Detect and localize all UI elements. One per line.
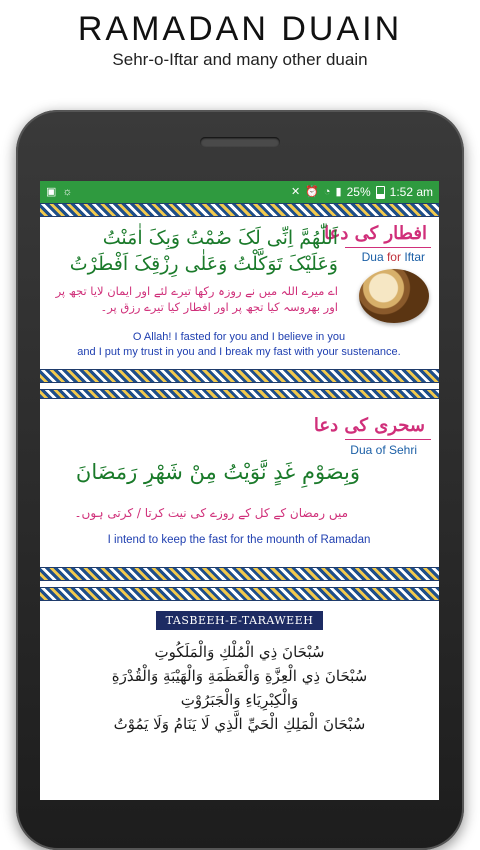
iftar-urdu-line-2: اور بھروسہ کیا تجھ پر اور افطار کیا تیرے رزق پر۔ — [100, 300, 338, 314]
iftar-heading-english: Dua for Iftar — [361, 250, 425, 264]
wifi-icon: ◔ — [323, 185, 331, 198]
phone-earpiece — [200, 137, 280, 147]
promo-subtitle: Sehr-o-Iftar and many other duain — [112, 50, 368, 69]
signal-icon: ▮ — [335, 185, 342, 198]
tasbeeh-line-3: وَالْكِبْرِيَاءِ وَالْجَبَرُوْتِ — [180, 691, 299, 709]
sehri-heading-urdu: سحری کی دعا — [313, 415, 425, 436]
iftar-arabic-line-2: وَعَلَیْکَ تَوَکَّلْتُ وَعَلٰی رِزْقِکَ اَفْطَرْتُ — [69, 253, 338, 275]
iftar-dua-section — [40, 217, 439, 369]
tasbeeh-line-1: سُبْحَانَ ذِي الْمُلْكِ وَالْمَلَكُوتِ — [154, 643, 325, 661]
status-time: 1:52 am — [389, 185, 433, 199]
status-bar — [40, 181, 439, 203]
promo-title: RAMADAN DUAIN — [77, 10, 403, 48]
sehri-heading-english: Dua of Sehri — [350, 443, 417, 457]
decorative-border — [40, 203, 439, 217]
sehri-english-line-1: I intend to keep the fast for the mounth of Ramadan — [107, 534, 371, 546]
decorative-border — [40, 389, 439, 399]
iftar-arabic-line-1: اَللّٰھُمَّ اِنِّی لَکَ صُمْتُ وَبِکَ اٰمَنْتُ — [102, 227, 338, 249]
sehri-arabic-line-1: وَبِصَوْمِ غَدٍ نَّوَیْتُ مِنْ شَھْرِ رَمَضَانَ — [75, 460, 360, 484]
sehri-urdu-line-1: میں رمضان کے کل کے روزے کی نیت کرتا / کرتی ہوں۔ — [74, 506, 348, 520]
iftar-english-line-1: O Allah! I fasted for you and I believe in you — [132, 331, 346, 343]
iftar-food-image — [359, 269, 429, 323]
decorative-border — [40, 587, 439, 601]
brightness-icon: ☼ — [62, 185, 73, 198]
battery-percent: 25% — [346, 185, 371, 199]
decorative-border — [40, 567, 439, 581]
gallery-icon: ▣ — [46, 185, 57, 198]
app-screen — [40, 181, 439, 800]
sehri-heading-divider — [345, 439, 431, 440]
alarm-icon: ⏰ — [305, 185, 319, 198]
sehri-dua-section — [40, 399, 439, 567]
tasbeeh-line-4: سُبْحَانَ الْمَلِكِ الْحَيِّ الَّذِي لَا يَنَامُ وَلَا يَمُوْتُ — [113, 715, 366, 733]
tasbeeh-line-2: سُبْحَانَ ذِي الْعِزَّةِ وَالْعَظَمَةِ وَالْهَيْبَةِ وَالْقُدْرَةِ — [111, 667, 368, 685]
iftar-heading-urdu: افطار کی دعا — [324, 223, 427, 244]
iftar-english-line-2: and I put my trust in you and I break my fast with your sustenance. — [77, 346, 401, 358]
iftar-urdu-line-1: اے میرے اللہ میں نے روزہ رکھا تیرے لئے اور ایمان لایا تجھ پر — [55, 284, 338, 298]
tasbeeh-section — [40, 601, 439, 800]
decorative-border — [40, 369, 439, 383]
mute-icon: ✕ — [290, 185, 301, 198]
iftar-heading-divider — [345, 247, 431, 248]
tasbeeh-title-badge: TASBEEH-E-TARAWEEH — [156, 611, 324, 630]
battery-icon — [376, 186, 385, 199]
